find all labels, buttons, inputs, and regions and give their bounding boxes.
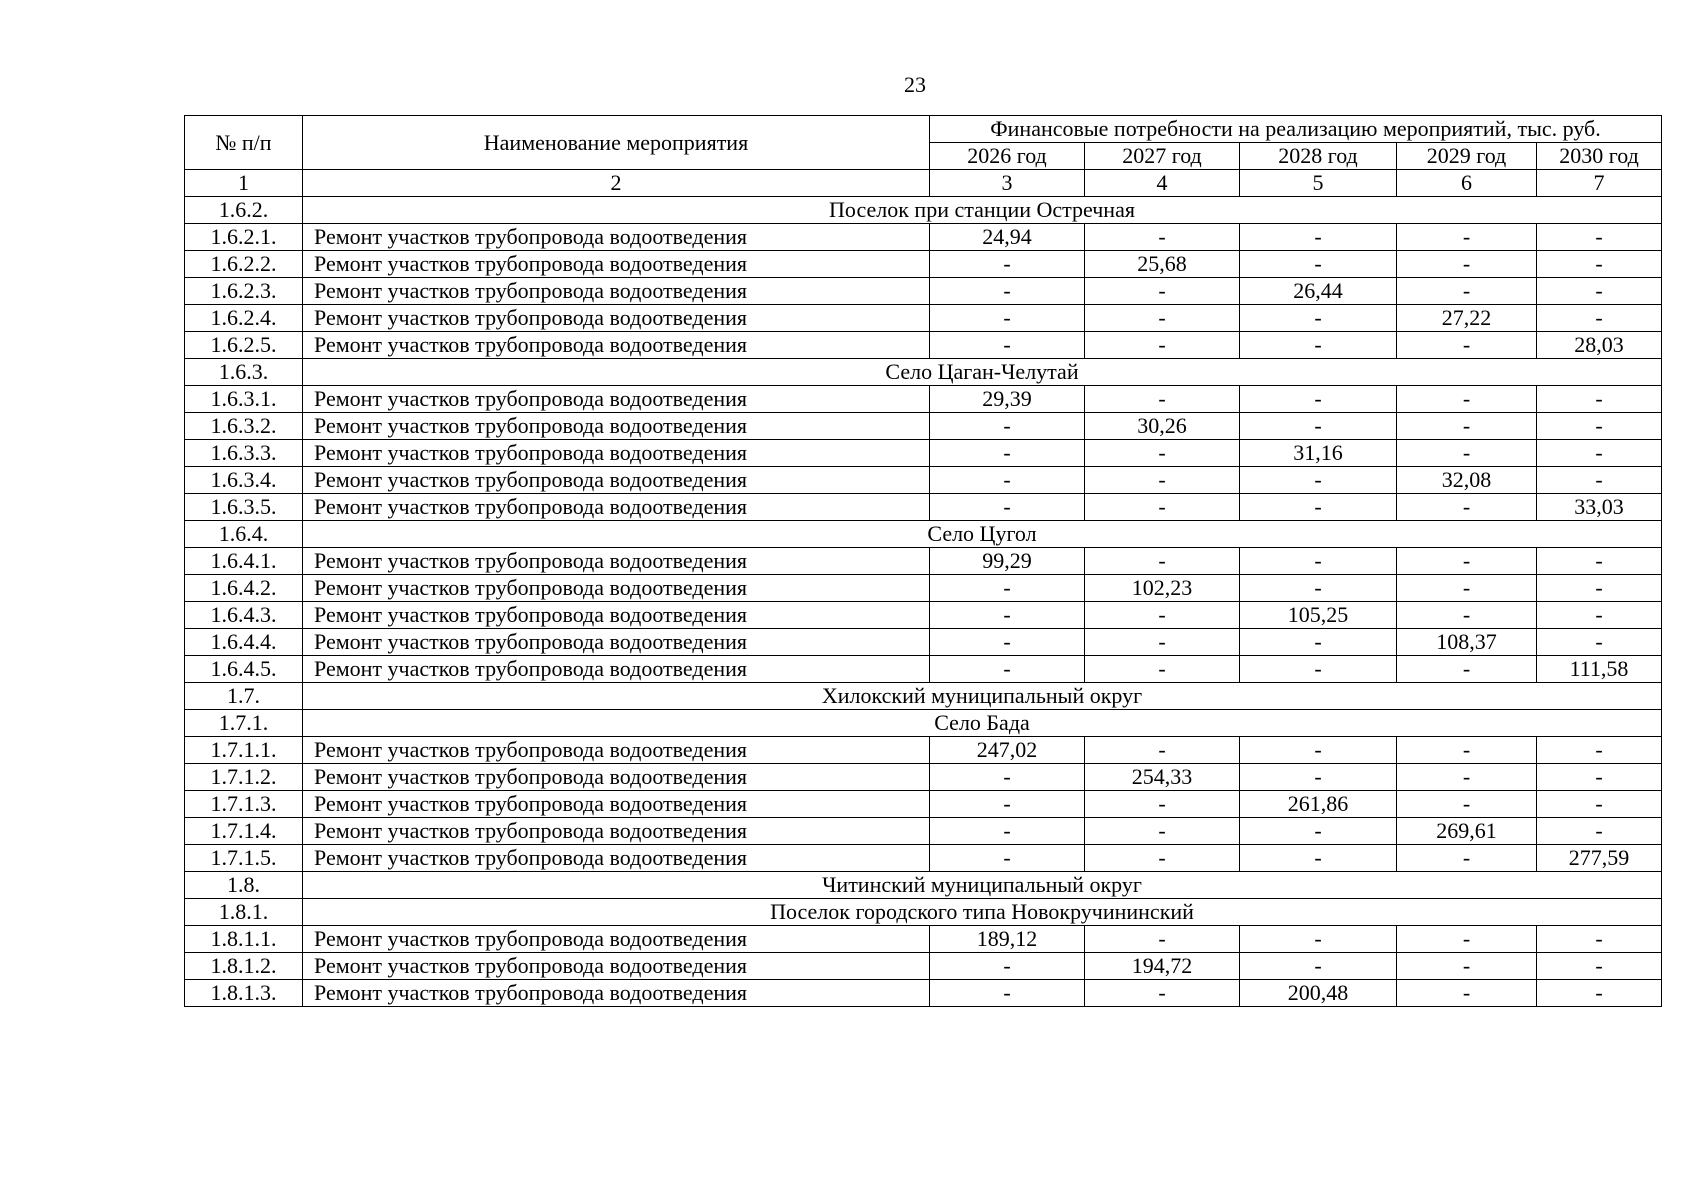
row-number: 1.6.2.4. — [185, 305, 303, 332]
year-value-cell: - — [930, 845, 1085, 872]
table-row — [185, 629, 1662, 656]
year-value-cell: - — [1240, 764, 1397, 791]
year-value-cell: 30,26 — [1085, 413, 1240, 440]
year-value-cell: 111,58 — [1537, 656, 1662, 683]
table-row — [185, 737, 1662, 764]
year-value-cell: - — [1085, 467, 1240, 494]
header-finance: Финансовые потребности на реализацию мероприятий, тыс. руб. — [930, 116, 1662, 143]
table-row — [185, 764, 1662, 791]
row-number: 1.7.1. — [185, 710, 303, 737]
header-year: 2028 год — [1240, 143, 1397, 170]
year-value-cell: - — [930, 791, 1085, 818]
section-title: Село Бада — [303, 710, 1662, 737]
year-value-cell: 28,03 — [1537, 332, 1662, 359]
table-row — [185, 548, 1662, 575]
row-number: 1.7.1.4. — [185, 818, 303, 845]
year-value-cell: - — [1240, 818, 1397, 845]
activity-name: Ремонт участков трубопровода водоотведения — [303, 575, 930, 602]
year-value-cell: - — [1085, 494, 1240, 521]
activity-name: Ремонт участков трубопровода водоотведения — [303, 278, 930, 305]
year-value-cell: 32,08 — [1397, 467, 1537, 494]
year-value-cell: - — [1537, 278, 1662, 305]
year-value-cell: - — [1397, 791, 1537, 818]
year-value-cell: - — [1397, 764, 1537, 791]
row-number: 1.7.1.3. — [185, 791, 303, 818]
year-value-cell: - — [1537, 413, 1662, 440]
table-row — [185, 845, 1662, 872]
year-value-cell: 261,86 — [1240, 791, 1397, 818]
page-number: 23 — [904, 72, 926, 97]
row-number: 1.8.1. — [185, 899, 303, 926]
row-number: 1.7.1.1. — [185, 737, 303, 764]
year-value-cell: - — [930, 980, 1085, 1007]
row-number: 1.6.3. — [185, 359, 303, 386]
year-value-cell: 31,16 — [1240, 440, 1397, 467]
section-title: Поселок городского типа Новокручининский — [303, 899, 1662, 926]
row-number: 1.6.4.3. — [185, 602, 303, 629]
year-value-cell: - — [1240, 224, 1397, 251]
finance-table — [184, 115, 1662, 1007]
activity-name: Ремонт участков трубопровода водоотведения — [303, 413, 930, 440]
year-value-cell: - — [1537, 602, 1662, 629]
year-value-cell: - — [930, 953, 1085, 980]
year-value-cell: - — [1397, 413, 1537, 440]
table-row — [185, 602, 1662, 629]
table-row — [185, 251, 1662, 278]
year-value-cell: 247,02 — [930, 737, 1085, 764]
header-year: 2029 год — [1397, 143, 1537, 170]
year-value-cell: - — [1085, 656, 1240, 683]
table-row — [185, 224, 1662, 251]
table-row — [185, 575, 1662, 602]
activity-name: Ремонт участков трубопровода водоотведения — [303, 467, 930, 494]
row-number: 1.6.3.1. — [185, 386, 303, 413]
activity-name: Ремонт участков трубопровода водоотведения — [303, 548, 930, 575]
year-value-cell: - — [1085, 224, 1240, 251]
year-value-cell: - — [1240, 737, 1397, 764]
year-value-cell: 24,94 — [930, 224, 1085, 251]
header-index: 3 — [930, 170, 1085, 197]
year-value-cell: - — [1240, 467, 1397, 494]
year-value-cell: - — [1085, 845, 1240, 872]
header-index: 1 — [185, 170, 303, 197]
year-value-cell: - — [1537, 440, 1662, 467]
year-value-cell: - — [930, 278, 1085, 305]
year-value-cell: - — [930, 575, 1085, 602]
table-row — [185, 413, 1662, 440]
year-value-cell: - — [1397, 548, 1537, 575]
year-value-cell: - — [1085, 440, 1240, 467]
year-value-cell: 105,25 — [1240, 602, 1397, 629]
year-value-cell: - — [1085, 926, 1240, 953]
table-row — [185, 305, 1662, 332]
year-value-cell: - — [1537, 737, 1662, 764]
year-value-cell: - — [1085, 548, 1240, 575]
year-value-cell: - — [1537, 251, 1662, 278]
table-row — [185, 791, 1662, 818]
header-year: 2026 год — [930, 143, 1085, 170]
year-value-cell: - — [1085, 386, 1240, 413]
year-value-cell: - — [1397, 386, 1537, 413]
year-value-cell: - — [1537, 926, 1662, 953]
activity-name: Ремонт участков трубопровода водоотведения — [303, 845, 930, 872]
activity-name: Ремонт участков трубопровода водоотведения — [303, 764, 930, 791]
table-row — [185, 494, 1662, 521]
section-title: Село Цаган-Челутай — [303, 359, 1662, 386]
year-value-cell: - — [1397, 575, 1537, 602]
header-year: 2027 год — [1085, 143, 1240, 170]
activity-name: Ремонт участков трубопровода водоотведения — [303, 980, 930, 1007]
year-value-cell: - — [1537, 305, 1662, 332]
row-number: 1.6.4.2. — [185, 575, 303, 602]
section-row — [185, 683, 1662, 710]
table-body — [185, 197, 1662, 1007]
row-number: 1.6.4.5. — [185, 656, 303, 683]
year-value-cell: 25,68 — [1085, 251, 1240, 278]
table-row — [185, 818, 1662, 845]
year-value-cell: - — [1085, 737, 1240, 764]
year-value-cell: - — [1397, 953, 1537, 980]
year-value-cell: 194,72 — [1085, 953, 1240, 980]
year-value-cell: - — [1240, 845, 1397, 872]
row-number: 1.8.1.3. — [185, 980, 303, 1007]
row-number: 1.7. — [185, 683, 303, 710]
row-number: 1.7.1.2. — [185, 764, 303, 791]
section-row — [185, 872, 1662, 899]
row-number: 1.6.4.4. — [185, 629, 303, 656]
row-number: 1.8.1.1. — [185, 926, 303, 953]
year-value-cell: - — [1240, 332, 1397, 359]
year-value-cell: - — [1085, 602, 1240, 629]
row-number: 1.8.1.2. — [185, 953, 303, 980]
row-number: 1.6.2.1. — [185, 224, 303, 251]
year-value-cell: 277,59 — [1537, 845, 1662, 872]
header-index: 6 — [1397, 170, 1537, 197]
year-value-cell: - — [1397, 332, 1537, 359]
year-value-cell: - — [1085, 305, 1240, 332]
year-value-cell: 108,37 — [1397, 629, 1537, 656]
year-value-cell: - — [930, 251, 1085, 278]
table-header — [185, 116, 1662, 197]
section-title: Поселок при станции Остречная — [303, 197, 1662, 224]
section-row — [185, 197, 1662, 224]
table-row — [185, 386, 1662, 413]
year-value-cell: - — [930, 467, 1085, 494]
section-row — [185, 359, 1662, 386]
year-value-cell: - — [1085, 791, 1240, 818]
year-value-cell: - — [1537, 953, 1662, 980]
year-value-cell: - — [930, 602, 1085, 629]
year-value-cell: - — [1240, 575, 1397, 602]
year-value-cell: - — [1537, 980, 1662, 1007]
table-row — [185, 953, 1662, 980]
year-value-cell: - — [1240, 656, 1397, 683]
activity-name: Ремонт участков трубопровода водоотведения — [303, 656, 930, 683]
year-value-cell: - — [1085, 980, 1240, 1007]
year-value-cell: - — [930, 305, 1085, 332]
year-value-cell: - — [1537, 548, 1662, 575]
activity-name: Ремонт участков трубопровода водоотведения — [303, 305, 930, 332]
year-value-cell: - — [1397, 251, 1537, 278]
year-value-cell: - — [1537, 575, 1662, 602]
table-row — [185, 926, 1662, 953]
activity-name: Ремонт участков трубопровода водоотведения — [303, 332, 930, 359]
activity-name: Ремонт участков трубопровода водоотведения — [303, 440, 930, 467]
year-value-cell: 102,23 — [1085, 575, 1240, 602]
year-value-cell: - — [1240, 386, 1397, 413]
year-value-cell: 269,61 — [1397, 818, 1537, 845]
year-value-cell: - — [1397, 440, 1537, 467]
section-row — [185, 899, 1662, 926]
row-number: 1.6.3.5. — [185, 494, 303, 521]
header-index: 4 — [1085, 170, 1240, 197]
year-value-cell: - — [1397, 926, 1537, 953]
activity-name: Ремонт участков трубопровода водоотведения — [303, 629, 930, 656]
year-value-cell: - — [1240, 305, 1397, 332]
header-year: 2030 год — [1537, 143, 1662, 170]
section-title: Хилокский муниципальный округ — [303, 683, 1662, 710]
year-value-cell: - — [1240, 548, 1397, 575]
year-value-cell: - — [1397, 602, 1537, 629]
activity-name: Ремонт участков трубопровода водоотведения — [303, 791, 930, 818]
table-row — [185, 467, 1662, 494]
activity-name: Ремонт участков трубопровода водоотведения — [303, 251, 930, 278]
year-value-cell: - — [930, 764, 1085, 791]
year-value-cell: - — [1397, 845, 1537, 872]
section-title: Село Цугол — [303, 521, 1662, 548]
year-value-cell: - — [930, 440, 1085, 467]
table-row — [185, 440, 1662, 467]
year-value-cell: 33,03 — [1537, 494, 1662, 521]
year-value-cell: - — [1240, 251, 1397, 278]
header-index: 7 — [1537, 170, 1662, 197]
activity-name: Ремонт участков трубопровода водоотведения — [303, 737, 930, 764]
year-value-cell: - — [1537, 818, 1662, 845]
year-value-cell: - — [1537, 386, 1662, 413]
row-number: 1.6.4. — [185, 521, 303, 548]
year-value-cell: 200,48 — [1240, 980, 1397, 1007]
activity-name: Ремонт участков трубопровода водоотведения — [303, 818, 930, 845]
header-num: № п/п — [185, 116, 303, 170]
year-value-cell: 254,33 — [1085, 764, 1240, 791]
year-value-cell: - — [930, 332, 1085, 359]
year-value-cell: - — [1397, 494, 1537, 521]
row-number: 1.6.4.1. — [185, 548, 303, 575]
row-number: 1.6.2.3. — [185, 278, 303, 305]
year-value-cell: - — [1240, 953, 1397, 980]
year-value-cell: 29,39 — [930, 386, 1085, 413]
year-value-cell: 26,44 — [1240, 278, 1397, 305]
year-value-cell: - — [930, 656, 1085, 683]
activity-name: Ремонт участков трубопровода водоотведения — [303, 224, 930, 251]
year-value-cell: - — [1240, 413, 1397, 440]
table-row — [185, 278, 1662, 305]
year-value-cell: - — [1397, 980, 1537, 1007]
year-value-cell: - — [1537, 467, 1662, 494]
row-number: 1.6.2. — [185, 197, 303, 224]
activity-name: Ремонт участков трубопровода водоотведения — [303, 602, 930, 629]
header-index: 5 — [1240, 170, 1397, 197]
header-index: 2 — [303, 170, 930, 197]
year-value-cell: 27,22 — [1397, 305, 1537, 332]
year-value-cell: - — [1085, 332, 1240, 359]
section-row — [185, 710, 1662, 737]
section-title: Читинский муниципальный округ — [303, 872, 1662, 899]
header-name: Наименование мероприятия — [303, 116, 930, 170]
row-number: 1.6.2.5. — [185, 332, 303, 359]
row-number: 1.6.3.3. — [185, 440, 303, 467]
year-value-cell: 99,29 — [930, 548, 1085, 575]
year-value-cell: - — [1537, 224, 1662, 251]
year-value-cell: - — [1397, 737, 1537, 764]
year-value-cell: - — [930, 494, 1085, 521]
year-value-cell: - — [1085, 278, 1240, 305]
table-row — [185, 332, 1662, 359]
year-value-cell: - — [1240, 926, 1397, 953]
year-value-cell: - — [1537, 629, 1662, 656]
table-row — [185, 656, 1662, 683]
row-number: 1.7.1.5. — [185, 845, 303, 872]
year-value-cell: - — [1240, 629, 1397, 656]
row-number: 1.6.3.2. — [185, 413, 303, 440]
year-value-cell: - — [930, 413, 1085, 440]
year-value-cell: - — [1537, 764, 1662, 791]
year-value-cell: - — [1397, 224, 1537, 251]
activity-name: Ремонт участков трубопровода водоотведения — [303, 386, 930, 413]
row-number: 1.8. — [185, 872, 303, 899]
activity-name: Ремонт участков трубопровода водоотведения — [303, 494, 930, 521]
year-value-cell: - — [1240, 494, 1397, 521]
year-value-cell: - — [1085, 629, 1240, 656]
section-row — [185, 521, 1662, 548]
year-value-cell: - — [1537, 791, 1662, 818]
activity-name: Ремонт участков трубопровода водоотведения — [303, 953, 930, 980]
table-row — [185, 980, 1662, 1007]
row-number: 1.6.2.2. — [185, 251, 303, 278]
year-value-cell: - — [1397, 278, 1537, 305]
row-number: 1.6.3.4. — [185, 467, 303, 494]
year-value-cell: - — [1397, 656, 1537, 683]
year-value-cell: 189,12 — [930, 926, 1085, 953]
activity-name: Ремонт участков трубопровода водоотведения — [303, 926, 930, 953]
year-value-cell: - — [930, 818, 1085, 845]
year-value-cell: - — [1085, 818, 1240, 845]
year-value-cell: - — [930, 629, 1085, 656]
